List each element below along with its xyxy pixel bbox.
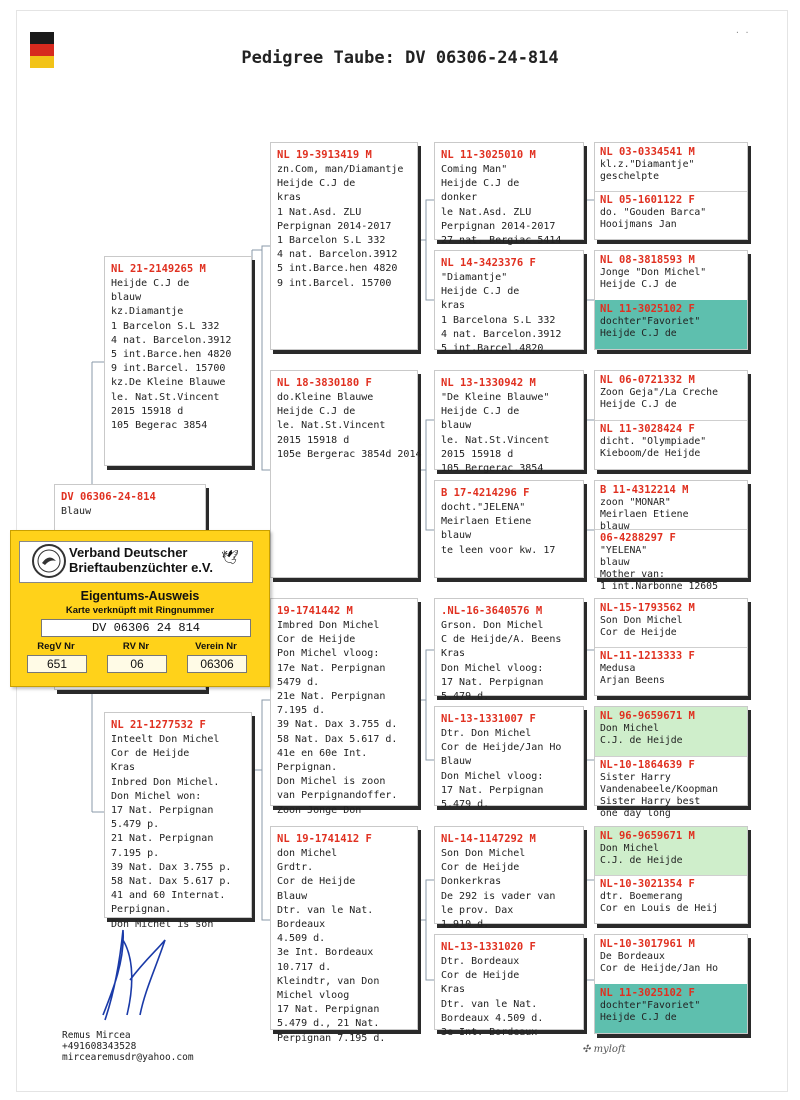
- card-lines: [595, 545, 747, 593]
- card-lines: [435, 163, 583, 248]
- card-line: Pon Michel vloog:: [277, 648, 380, 660]
- card-lines: [435, 727, 583, 812]
- card-line: le. Nat.St.Vincent: [277, 420, 386, 432]
- card-line: 58 Nat. Dax 5.617 d.: [277, 733, 398, 745]
- card-line: 17e Nat. Perpignan: [277, 662, 386, 674]
- card-line: Dtr. Don Michel: [441, 728, 532, 739]
- card-line: 5 int.Barcel.4820: [441, 343, 544, 355]
- card-line: De Bordeaux: [600, 951, 665, 962]
- card-ring: NL 08-3818593 M: [600, 254, 695, 266]
- g4-dam: [595, 756, 747, 819]
- card-line: 41 and 60 Internat.: [111, 890, 226, 902]
- vdb-logo-icon: [31, 543, 67, 579]
- card-line: Don Michel is zoon: [277, 776, 386, 788]
- card-line: 4 nat. Barcelon.3912: [277, 249, 398, 261]
- card-lines: [595, 387, 747, 411]
- g4-dam-highlighted: [595, 300, 747, 349]
- card-line: Mother van:: [600, 569, 665, 580]
- card-lines: [435, 501, 583, 558]
- card-line: blauw: [441, 420, 472, 432]
- card-ring: 19-1741442 M: [277, 605, 353, 617]
- card-line: Kleindtr, van Don: [277, 975, 380, 987]
- g4-dam: [595, 647, 747, 695]
- card-line: 17 Nat. Perpignan: [441, 676, 544, 688]
- card-ring: NL-15-1793562 M: [600, 602, 695, 614]
- card-line: Son Don Michel: [600, 615, 683, 626]
- g4-sire-highlighted: [595, 707, 747, 757]
- myloft-logo: ✣ myloft: [582, 1044, 626, 1055]
- card-lines: [595, 772, 747, 820]
- card-line: Heijde C.J de: [111, 278, 190, 289]
- card-lines: [435, 847, 583, 932]
- card-line: zn.Com, man/Diamantje: [277, 164, 404, 175]
- card-line: 1 Barcelona S.L 332: [441, 314, 556, 326]
- card-line: Kras: [111, 762, 136, 774]
- card-line: 17 Nat. Perpignan: [111, 805, 214, 817]
- card-line: geschelpte: [600, 171, 659, 182]
- owner-email: mircearemusdr@yahoo.com: [62, 1052, 194, 1063]
- card-line: te leen voor kw. 17: [441, 544, 556, 556]
- pigeon-icon: 🕊: [221, 549, 239, 565]
- card-lines: [595, 267, 747, 291]
- g4-dam: [595, 529, 747, 592]
- card-line: Meirlaen Etiene: [441, 516, 532, 528]
- card-line: donker: [441, 192, 478, 204]
- card-line: Michel vloog: [277, 990, 350, 1002]
- card-line: 39 Nat. Dax 3.755 p.: [111, 861, 232, 873]
- card-line: Bordeaux 4.509 d.: [441, 1012, 544, 1024]
- card-line: Coming Man": [441, 164, 508, 175]
- card-line: 5.479 d.: [441, 799, 490, 811]
- myloft-label: myloft: [593, 1044, 626, 1055]
- card-line: Imbred Don Michel: [277, 620, 380, 631]
- org-line-1: Verband Deutscher: [69, 545, 188, 560]
- grandparent-card-2[interactable]: [270, 370, 422, 578]
- card-line: "YELENA": [600, 545, 648, 556]
- card-ring: B 11-4312214 M: [600, 484, 689, 496]
- card-line: le. Nat.St.Vincent: [441, 434, 550, 446]
- card-ring: B 17-4214296 F: [441, 487, 530, 499]
- card-line: Don Michel vloog:: [441, 662, 544, 674]
- card-line: 7.195 p.: [111, 847, 160, 859]
- card-line: Don Michel won:: [111, 790, 202, 802]
- card-lines: [271, 163, 417, 291]
- card-ring: NL 21-2149265 M: [111, 263, 206, 275]
- card-line: zoon "MONAR": [600, 497, 671, 508]
- card-line: C de Heijde/A. Beens: [441, 634, 562, 646]
- card-ring: NL-13-1331007 F: [441, 713, 536, 725]
- g4-pair-card-7[interactable]: [594, 826, 748, 924]
- great-grandparent-card-8[interactable]: [434, 934, 584, 1039]
- card-lines: [595, 615, 747, 639]
- g4-dam: [595, 420, 747, 469]
- g4-sire: [595, 371, 747, 421]
- card-lines: [595, 159, 747, 183]
- card-lines: [595, 436, 747, 460]
- card-line: dtr. Boemerang: [600, 891, 683, 902]
- g4-sire-highlighted: [595, 827, 747, 876]
- card-ring: NL 13-1330942 M: [441, 377, 536, 389]
- card-line: Son Don Michel: [441, 848, 526, 859]
- card-ring: NL 11-3025102 F: [600, 303, 695, 315]
- g4-sire: [595, 599, 747, 648]
- card-line: Cor de Heijde/Jan Ho: [600, 963, 718, 974]
- owner-contact: [62, 1030, 194, 1063]
- card-line: Hooijmans Jan: [600, 219, 677, 230]
- card-line: Inteelt Don Michel: [111, 734, 220, 745]
- card-ring: NL-10-3021354 F: [600, 878, 695, 890]
- card-line: Zoon Geja"/La Creche: [600, 387, 718, 398]
- card-line: don Michel: [277, 848, 338, 859]
- owner-phone: +4916083435​28: [62, 1041, 137, 1052]
- card-line: Perpignan 7.195 d.: [277, 1032, 386, 1044]
- card-line: Cor de Heijde/Jan Ho: [441, 742, 562, 754]
- great-grandparent-card-6[interactable]: [434, 706, 584, 811]
- card-line: 21 Nat. Perpignan: [111, 833, 214, 845]
- card-line: Sister Harry: [600, 772, 671, 783]
- card-lines: [271, 847, 417, 1046]
- g4-pair-card-2[interactable]: [594, 250, 748, 350]
- card-line: 2015 15918 d: [111, 405, 184, 417]
- card-line: 1 Nat.Asd. ZLU: [277, 206, 362, 218]
- card-line: 5.479 d.: [441, 691, 490, 703]
- card-line: 4.509 d.: [277, 933, 326, 945]
- card-line: blauw: [600, 557, 630, 568]
- card-lines: [435, 619, 583, 704]
- g4-pair-card-1[interactable]: [594, 142, 748, 240]
- card-line: 10.717 d.: [277, 961, 332, 973]
- card-line: Cor de Heijde: [277, 634, 356, 646]
- great-grandparent-card-1[interactable]: [434, 142, 584, 247]
- card-line: Grson. Don Michel: [441, 620, 544, 631]
- card-ring: NL-14-1147292 M: [441, 833, 536, 845]
- card-ring: NL 21-1277532 F: [111, 719, 206, 731]
- ownership-card-org: [69, 545, 213, 575]
- card-line: 1.910 d.: [441, 919, 490, 931]
- card-line: Inbred Don Michel.: [111, 776, 220, 788]
- card-line: Meirlaen Etiene: [600, 509, 689, 520]
- grandparent-card-4[interactable]: [270, 826, 418, 1044]
- ownership-card-ring: DV 06306 24 814: [41, 619, 251, 637]
- card-ring: NL 06-0721332 M: [600, 374, 695, 386]
- card-line: 5479 d.: [277, 676, 320, 688]
- card-line: Kras: [441, 984, 466, 996]
- card-line: Perpignan 2014-2017: [441, 220, 556, 232]
- card-lines: [271, 619, 417, 818]
- card-line: 41e en 60e Int.: [277, 747, 368, 759]
- card-line: Perpignan.: [111, 904, 172, 916]
- card-line: Heijde C.J de: [600, 279, 677, 290]
- card-line: Vandenabeele/Koopman: [600, 784, 718, 795]
- card-lines: [595, 1000, 747, 1024]
- card-ring: NL-10-3017961 M: [600, 938, 695, 950]
- card-line: 5.479 p.: [111, 819, 160, 831]
- card-line: "De Kleine Blauwe": [441, 392, 550, 403]
- card-lines: [105, 277, 251, 433]
- card-line: kz.De Kleine Blauwe: [111, 377, 226, 389]
- card-line: kras: [277, 192, 302, 204]
- card-line: De 292 is vader van: [441, 890, 556, 902]
- card-line: 3e Int. Bordeaux: [441, 1027, 538, 1039]
- card-line: Heijde C.J de: [600, 328, 677, 339]
- card-line: 1 Barcelon S.L 332: [277, 235, 386, 247]
- card-line: Heijde C.J de: [441, 286, 520, 298]
- card-line: Bordeaux: [277, 919, 326, 931]
- card-line: Arjan Beens: [600, 675, 665, 686]
- g4-sire: [595, 481, 747, 530]
- card-line: Don Michel is son: [111, 918, 214, 930]
- g4-sire: [595, 143, 747, 192]
- card-ring: NL 11-3025102 F: [600, 987, 695, 999]
- great-grandparent-card-2[interactable]: [434, 250, 584, 355]
- card-lines: [595, 207, 747, 231]
- card-line: 5.479 d., 21 Nat.: [277, 1018, 380, 1030]
- g4-pair-card-5[interactable]: [594, 598, 748, 696]
- card-line: Dtr. Bordeaux: [441, 956, 520, 967]
- card-line: one day long: [600, 808, 671, 819]
- card-line: le Nat.Asd. ZLU: [441, 206, 532, 218]
- card-line: Cor de Heijde: [277, 876, 356, 888]
- card-line: 5 int.Barce.hen 4820: [277, 263, 398, 275]
- card-lines: [271, 391, 422, 462]
- verein-value: 06306: [187, 655, 247, 673]
- card-lines: [595, 497, 747, 533]
- card-line: dicht. "Olympiade": [600, 436, 707, 447]
- great-grandparent-card-5[interactable]: [434, 598, 584, 703]
- g4-pair-card-4[interactable]: [594, 480, 748, 592]
- card-line: Heijde C.J de: [277, 178, 356, 190]
- card-lines: [595, 891, 747, 915]
- card-lines: [595, 843, 747, 867]
- card-lines: [595, 951, 747, 975]
- card-line: van Perpignandoffer.: [277, 790, 398, 802]
- card-line: Dtr. van le Nat.: [277, 904, 374, 916]
- card-ring: NL 96-9659671 M: [600, 710, 695, 722]
- card-line: do. "Gouden Barca": [600, 207, 707, 218]
- card-ring: 06-4288297 F: [600, 532, 676, 544]
- card-lines: [595, 663, 747, 687]
- g4-pair-card-8[interactable]: [594, 934, 748, 1034]
- card-line: 105 Begerac 3854: [111, 420, 208, 432]
- card-ring: NL 03-0334541 M: [600, 146, 695, 158]
- card-line: Cor en Louis de Heij: [600, 903, 718, 914]
- ownership-card-subtitle: Karte verknüpft mit Ringnummer: [65, 605, 215, 616]
- card-line: do.Kleine Blauwe: [277, 392, 374, 403]
- card-line: Heijde C.J de: [441, 178, 520, 190]
- card-ring: NL-13-1331020 F: [441, 941, 536, 953]
- card-line: le prov. Dax: [441, 904, 514, 916]
- card-line: 1 Barcelon S.L 332: [111, 320, 220, 332]
- card-line: 7.195 d.: [277, 705, 326, 717]
- org-line-2: Brieftaubenzüchter e.V.: [69, 560, 214, 575]
- g4-sire: [595, 935, 747, 985]
- card-line: 1 int.Narbonne 12605: [600, 581, 718, 592]
- card-line: Sister Harry best: [600, 796, 701, 807]
- card-line: 17 Nat. Perpignan: [441, 784, 544, 796]
- card-line: Don Michel: [600, 723, 659, 734]
- card-line: blauw: [600, 521, 630, 532]
- page-title: Pedigree Taube: DV 06306-24-814: [241, 48, 559, 68]
- card-ring: NL-11-1213333 F: [600, 650, 695, 662]
- subject-line: Blauw: [61, 506, 92, 517]
- verein-label: Verein Nr: [195, 641, 237, 652]
- card-line: Kras: [441, 648, 466, 660]
- card-line: 2015 15918 d: [277, 434, 350, 446]
- card-line: 39 Nat. Dax 3.755 d.: [277, 719, 398, 731]
- card-ring: NL 14-3423376 F: [441, 257, 536, 269]
- card-line: 17 Nat. Perpignan: [277, 1004, 380, 1016]
- card-line: docht."JELENA": [441, 502, 526, 513]
- card-line: 21e Nat. Perpignan: [277, 691, 386, 703]
- owner-name: Remus Mircea: [62, 1030, 131, 1041]
- card-line: Heijde C.J de: [441, 406, 520, 418]
- signature-image: [85, 920, 195, 1030]
- card-line: Heijde C.J de: [600, 1012, 677, 1023]
- card-line: Blauw: [277, 890, 308, 902]
- card-ring: NL 11-3025010 M: [441, 149, 536, 161]
- card-lines: [435, 391, 583, 476]
- rv-label: RV Nr: [122, 641, 150, 652]
- g4-dam: [595, 191, 747, 239]
- grandparent-card-1[interactable]: [270, 142, 418, 350]
- card-line: Cor de Heijde: [441, 862, 520, 874]
- card-line: blauw: [111, 292, 142, 304]
- great-grandparent-card-4[interactable]: [434, 480, 584, 578]
- g4-dam: [595, 875, 747, 923]
- card-line: 105e Bergerac 3854d 2014: [277, 448, 422, 460]
- card-line: kz.Diamantje: [111, 306, 184, 318]
- card-line: dochter"Favoriet": [600, 1000, 701, 1011]
- card-lines: [435, 271, 583, 356]
- regv-value: 651: [27, 655, 87, 673]
- card-lines: [595, 723, 747, 747]
- card-line: Kieboom/de Heijde: [600, 448, 701, 459]
- card-line: 4 nat. Barcelon.3912: [111, 334, 232, 346]
- card-ring: NL 19-1741412 F: [277, 833, 372, 845]
- card-line: Grdtr.: [277, 862, 314, 874]
- card-ring: NL 18-3830180 F: [277, 377, 372, 389]
- card-line: kras: [441, 300, 466, 312]
- card-line: Dtr. van le Nat.: [441, 998, 538, 1010]
- card-line: Cor de Heijde: [441, 970, 520, 982]
- card-line: C.J. de Heijde: [600, 855, 683, 866]
- card-line: Don Michel: [600, 843, 659, 854]
- card-line: le. Nat.St.Vincent: [111, 391, 220, 403]
- card-line: 105 Bergerac 3854: [441, 463, 544, 475]
- card-lines: [435, 955, 583, 1040]
- card-ring: NL 05-1601122 F: [600, 194, 695, 206]
- scan-specks: · ·: [735, 28, 750, 37]
- card-line: 9 int.Barcel. 15700: [111, 363, 226, 375]
- card-ring: NL 96-9659671 M: [600, 830, 695, 842]
- card-line: 2015 15918 d: [441, 448, 514, 460]
- card-line: Cor de Heijde: [111, 748, 190, 760]
- card-line: Donkerkras: [441, 876, 502, 888]
- card-line: Medusa: [600, 663, 636, 674]
- card-line: Don Michel vloog:: [441, 770, 544, 782]
- card-line: Cor de Heijde: [600, 627, 677, 638]
- great-grandparent-card-7[interactable]: [434, 826, 584, 931]
- g4-pair-card-6[interactable]: [594, 706, 748, 819]
- card-line: Perpignan.: [277, 762, 338, 774]
- grandparent-card-3[interactable]: [270, 598, 418, 816]
- ownership-card-title: Eigentums-Ausweis: [80, 589, 200, 603]
- card-line: Zoon Jonge Don: [277, 804, 362, 816]
- rv-value: 06: [107, 655, 167, 673]
- card-ring: NL-10-1864639 F: [600, 759, 695, 771]
- card-line: dochter"Favoriet": [600, 316, 701, 327]
- card-line: Heijde C.J de: [600, 399, 677, 410]
- card-ring: NL 11-3028424 F: [600, 423, 695, 435]
- subject-ring: DV 06306-24-814: [61, 491, 156, 503]
- card-lines: [105, 733, 251, 932]
- card-line: Perpignan 2014-2017: [277, 220, 392, 232]
- parent-card-dam[interactable]: [104, 712, 252, 930]
- card-line: C.J. de Heijde: [600, 735, 683, 746]
- parent-card-sire[interactable]: [104, 256, 252, 466]
- card-line: Blauw: [441, 756, 472, 768]
- card-line: 4 nat. Barcelon.3912: [441, 328, 562, 340]
- card-ring: NL 19-3913419 M: [277, 149, 372, 161]
- g4-dam-highlighted: [595, 984, 747, 1033]
- card-line: 27 nat. Bergiac 5414: [441, 235, 562, 247]
- card-line: kl.z."Diamantje": [600, 159, 695, 170]
- card-line: 5 int.Barce.hen 4820: [111, 349, 232, 361]
- card-line: 9 int.Barcel. 15700: [277, 277, 392, 289]
- card-line: 3e Int. Bordeaux: [277, 947, 374, 959]
- card-line: Heijde C.J de: [277, 406, 356, 418]
- g4-pair-card-3[interactable]: [594, 370, 748, 470]
- card-line: blauw: [441, 530, 472, 542]
- card-line: Jonge "Don Michel": [600, 267, 707, 278]
- g4-sire: [595, 251, 747, 301]
- card-ring: .NL-16-3640576 M: [441, 605, 543, 617]
- great-grandparent-card-3[interactable]: [434, 370, 584, 475]
- ownership-card: [10, 530, 270, 687]
- regv-label: RegV Nr: [37, 641, 75, 652]
- card-line: "Diamantje": [441, 272, 508, 283]
- card-line: 58 Nat. Dax 5.617 p.: [111, 876, 232, 888]
- card-lines: [595, 316, 747, 340]
